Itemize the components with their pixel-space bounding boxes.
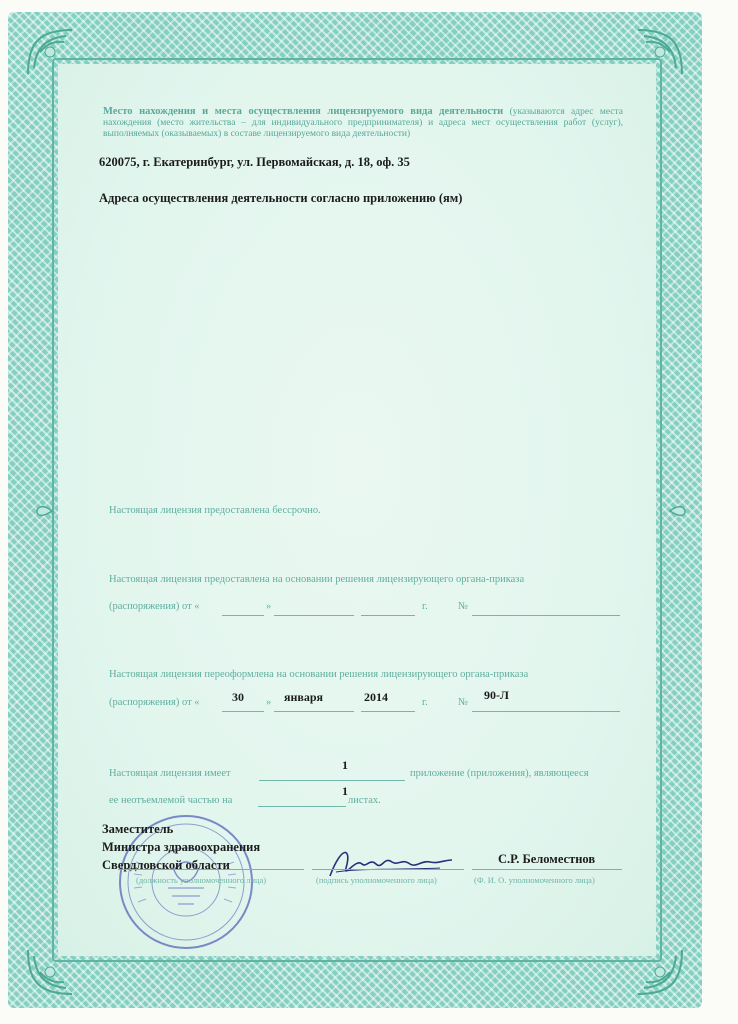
- corner-ornament-icon: [20, 942, 80, 1002]
- corner-ornament-icon: [20, 22, 80, 82]
- appendix-line1-suffix: приложение (приложения), являющееся: [410, 768, 589, 779]
- location-note: (указываются адрес места нахождения (место жительства – для индивидуального предпринимателя) и адреса мест осуществления работ (услуг), выполняемых (оказываемых) в составе лицензируемого вида деятельности): [103, 107, 623, 139]
- signature-line: [312, 868, 464, 870]
- appendix-line2-prefix: ее неотъемлемой частью на: [109, 795, 233, 806]
- basis-number-blank: [472, 601, 620, 616]
- caption-signature: (подпись уполномоченного лица): [316, 875, 437, 885]
- corner-ornament-icon: [630, 942, 690, 1002]
- appendix-sheets: 1: [342, 784, 348, 798]
- signer-line3: Свердловской области: [102, 858, 230, 872]
- location-heading: Место нахождения и места осуществления лицензируемого вида деятельности: [103, 106, 504, 117]
- appendix-line2-suffix: листах.: [348, 795, 381, 806]
- reissue-line1: Настоящая лицензия переоформлена на основании решения лицензирующего органа-приказа: [109, 669, 529, 680]
- appendix-line1-prefix: Настоящая лицензия имеет: [109, 768, 231, 779]
- appendix-sheets-blank: [258, 792, 346, 807]
- basis-line2-prefix: (распоряжения) от «: [109, 601, 200, 612]
- term-text: Настоящая лицензия предоставлена бессрочно.: [109, 505, 321, 516]
- reissue-number: 90-Л: [484, 688, 509, 702]
- appendix-count: 1: [342, 758, 348, 772]
- basis-line1: Настоящая лицензия предоставлена на основании решения лицензирующего органа-приказа: [109, 574, 525, 585]
- reissue-month: января: [284, 690, 324, 704]
- signer-name: С.Р. Беломестнов: [498, 852, 596, 866]
- basis-day-blank: [222, 601, 264, 616]
- reissue-line2-prefix: (распоряжения) от «: [109, 697, 200, 708]
- caption-fio: (Ф. И. О. уполномоченного лица): [474, 875, 595, 885]
- corner-ornament-icon: [630, 22, 690, 82]
- side-ornament-icon: [24, 486, 54, 536]
- address-note: Адреса осуществления деятельности согласно приложению (ям): [99, 191, 463, 205]
- signer-line2: Министра здравоохранения: [102, 840, 261, 854]
- license-address: 620075, г. Екатеринбург, ул. Первомайская, д. 18, оф. 35: [99, 155, 410, 169]
- location-heading-block: [103, 106, 623, 140]
- basis-month-blank: [274, 601, 354, 616]
- reissue-year: 2014: [364, 690, 388, 704]
- basis-number-sign: №: [458, 601, 469, 612]
- position-line: [118, 868, 304, 870]
- reissue-number-sign: №: [458, 697, 469, 708]
- basis-year-suffix: г.: [422, 601, 428, 612]
- signer-line1: Заместитель: [102, 822, 174, 836]
- side-ornament-icon: [668, 486, 698, 536]
- basis-year-blank: [361, 601, 415, 616]
- caption-position: (должность уполномоченного лица): [136, 875, 267, 885]
- fio-line: [472, 868, 622, 870]
- signer-position: [102, 820, 260, 874]
- reissue-year-suffix: г.: [422, 697, 428, 708]
- appendix-count-blank: [259, 766, 405, 781]
- reissue-day: 30: [232, 690, 244, 704]
- basis-quote-close: »: [266, 601, 272, 612]
- reissue-quote-close: »: [266, 697, 272, 708]
